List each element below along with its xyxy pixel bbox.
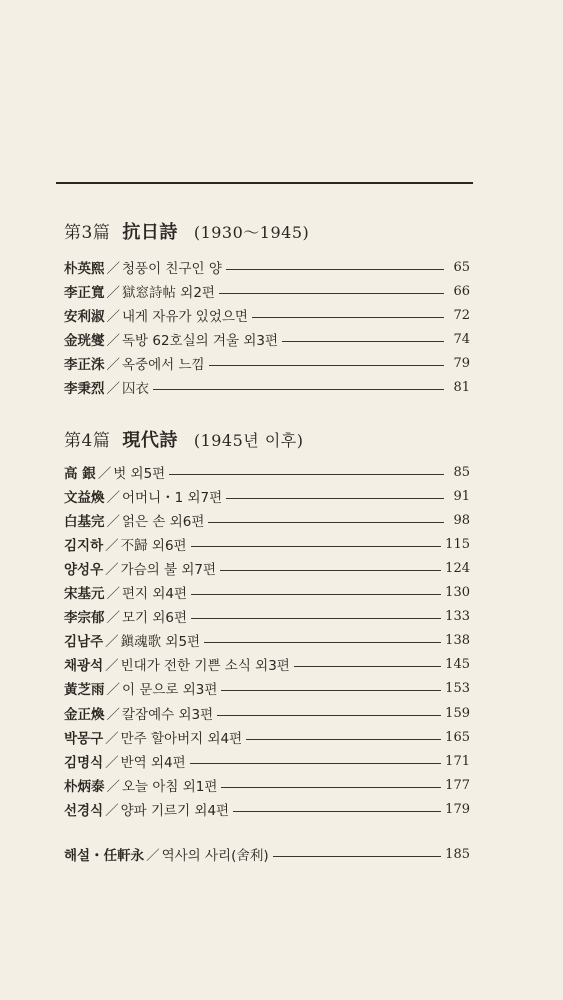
toc-entry-commentary[interactable]: 해설・任軒永 ／ 역사의 사리(舍利) 185 [64, 843, 470, 865]
entry-author: 宋基元 [64, 586, 105, 602]
entry-author: 文益煥 [64, 490, 105, 506]
entry-title: 가슴의 불 외7편 [120, 562, 217, 578]
toc-entry[interactable]: 黃芝雨 ／ 이 문으로 외3편 153 [64, 677, 470, 699]
dot-leader [191, 618, 441, 619]
entry-author: 박몽구 [64, 731, 104, 747]
dot-leader [191, 594, 441, 595]
entry-page: 85 [453, 464, 470, 480]
section-4-heading [64, 426, 304, 452]
entry-author: 黃芝雨 [64, 682, 105, 698]
entry-author: 高 銀 [64, 466, 96, 482]
entry-author: 朴炳泰 [64, 779, 105, 795]
toc-entry[interactable]: 양성우 ／ 가슴의 불 외7편 124 [64, 557, 470, 579]
dot-leader [153, 389, 444, 390]
top-rule [56, 182, 473, 184]
toc-entry[interactable]: 朴炳泰 ／ 오늘 아침 외1편 177 [64, 774, 470, 796]
entry-title: 鎭魂歌 외5편 [120, 634, 201, 650]
entry-title: 모기 외6편 [122, 610, 188, 626]
toc-entry[interactable]: 白基完 ／ 얽은 손 외6편 98 [64, 509, 470, 531]
section-title: 現代詩 [122, 430, 178, 451]
entry-page: 98 [453, 512, 470, 528]
entry-author: 해설・任軒永 [64, 848, 145, 864]
dot-leader [217, 715, 441, 716]
dot-leader [219, 293, 444, 294]
entry-author: 김남주 [64, 634, 104, 650]
entry-page: 130 [445, 584, 470, 600]
dot-leader [226, 498, 444, 499]
entry-page: 72 [453, 307, 470, 323]
dot-leader [208, 522, 444, 523]
entry-page: 65 [453, 259, 470, 275]
dot-leader [220, 570, 441, 571]
entry-author: 李秉烈 [64, 381, 105, 397]
dot-leader [252, 317, 444, 318]
toc-entry[interactable]: 李宗郁 ／ 모기 외6편 133 [64, 605, 470, 627]
entry-title: 칼잠예수 외3편 [122, 707, 214, 723]
entry-author: 양성우 [64, 562, 104, 578]
entry-page: 124 [445, 560, 470, 576]
dot-leader [273, 856, 442, 857]
section-title: 抗日詩 [122, 222, 178, 243]
entry-title: 이 문으로 외3편 [122, 682, 218, 698]
dot-leader [246, 739, 441, 740]
toc-entry[interactable]: 安利淑 ／ 내게 자유가 있었으면 72 [64, 304, 470, 326]
entry-author: 김지하 [64, 538, 104, 554]
toc-entry[interactable]: 李秉烈 ／ 囚衣 81 [64, 376, 470, 398]
entry-title: 반역 외4편 [120, 755, 186, 771]
dot-leader [233, 811, 441, 812]
entry-title: 내게 자유가 있었으면 [122, 309, 248, 325]
section-period: (1930〜1945) [193, 223, 310, 242]
dot-leader [294, 666, 441, 667]
toc-entry[interactable]: 文益煥 ／ 어머니・1 외7편 91 [64, 485, 470, 507]
toc-entry[interactable]: 金珖燮 ／ 독방 62호실의 겨울 외3편 74 [64, 328, 470, 350]
entry-page: 179 [445, 801, 470, 817]
entry-page: 79 [453, 355, 470, 371]
dot-leader [282, 341, 444, 342]
toc-entry[interactable]: 김남주 ／ 鎭魂歌 외5편 138 [64, 629, 470, 651]
entry-title: 얽은 손 외6편 [122, 514, 205, 530]
entry-page: 177 [445, 777, 470, 793]
section-period: (1945년 이후) [193, 431, 304, 450]
entry-page: 74 [453, 331, 470, 347]
entry-page: 159 [445, 705, 470, 721]
entry-author: 선경식 [64, 803, 104, 819]
entry-page: 171 [445, 753, 470, 769]
entry-author: 李正洙 [64, 357, 105, 373]
dot-leader [169, 474, 444, 475]
entry-page: 115 [445, 536, 470, 552]
entry-author: 채광석 [64, 658, 104, 674]
toc-entry[interactable]: 高 銀 ／ 벗 외5편 85 [64, 461, 470, 483]
entry-page: 138 [445, 632, 470, 648]
entry-page: 81 [453, 379, 470, 395]
entry-title: 만주 할아버지 외4편 [120, 731, 243, 747]
entry-title: 不歸 외6편 [120, 538, 187, 554]
dot-leader [221, 690, 441, 691]
entry-page: 66 [453, 283, 470, 299]
toc-entry[interactable]: 李正寬 ／ 獄窓詩帖 외2편 66 [64, 280, 470, 302]
entry-title: 양파 기르기 외4편 [120, 803, 230, 819]
dot-leader [226, 269, 444, 270]
dot-leader [190, 763, 442, 764]
entry-title: 獄窓詩帖 외2편 [122, 285, 215, 301]
entry-author: 金珖燮 [64, 333, 105, 349]
section-label: 第3篇 [64, 223, 111, 243]
entry-title: 빈대가 전한 기쁜 소식 외3편 [120, 658, 290, 674]
toc-entry[interactable]: 金正煥 ／ 칼잠예수 외3편 159 [64, 702, 470, 724]
dot-leader [221, 787, 441, 788]
section-label: 第4篇 [64, 431, 111, 451]
entry-page: 145 [445, 656, 470, 672]
entry-author: 李正寬 [64, 285, 105, 301]
toc-entry[interactable]: 朴英熙 ／ 청풍이 친구인 양 65 [64, 256, 470, 278]
dot-leader [204, 642, 441, 643]
entry-author: 김명식 [64, 755, 104, 771]
toc-entry[interactable]: 김지하 ／ 不歸 외6편 115 [64, 533, 470, 555]
entry-author: 白基完 [64, 514, 105, 530]
entry-title: 역사의 사리(舍利) [161, 848, 269, 864]
toc-entry[interactable]: 채광석 ／ 빈대가 전한 기쁜 소식 외3편 145 [64, 653, 470, 675]
entry-title: 청풍이 친구인 양 [122, 261, 222, 277]
section-3-heading [64, 218, 309, 244]
entry-title: 독방 62호실의 겨울 외3편 [122, 333, 279, 349]
entry-author: 朴英熙 [64, 261, 105, 277]
entry-title: 어머니・1 외7편 [122, 490, 223, 506]
toc-entry[interactable]: 李正洙 ／ 옥중에서 느낌 79 [64, 352, 470, 374]
entry-page: 185 [445, 846, 470, 862]
entry-author: 安利淑 [64, 309, 105, 325]
toc-entry[interactable]: 김명식 ／ 반역 외4편 171 [64, 750, 470, 772]
entry-title: 옥중에서 느낌 [122, 357, 205, 373]
entry-page: 91 [453, 488, 470, 504]
toc-entry[interactable]: 박몽구 ／ 만주 할아버지 외4편 165 [64, 726, 470, 748]
dot-leader [209, 365, 444, 366]
entry-author: 李宗郁 [64, 610, 105, 626]
dot-leader [191, 546, 442, 547]
entry-title: 벗 외5편 [113, 466, 166, 482]
entry-page: 153 [445, 680, 470, 696]
entry-title: 편지 외4편 [122, 586, 188, 602]
toc-entry[interactable]: 宋基元 ／ 편지 외4편 130 [64, 581, 470, 603]
entry-page: 165 [445, 729, 470, 745]
entry-title: 오늘 아침 외1편 [122, 779, 218, 795]
entry-author: 金正煥 [64, 707, 105, 723]
entry-title: 囚衣 [122, 381, 149, 397]
toc-entry[interactable]: 선경식 ／ 양파 기르기 외4편 179 [64, 798, 470, 820]
entry-page: 133 [445, 608, 470, 624]
